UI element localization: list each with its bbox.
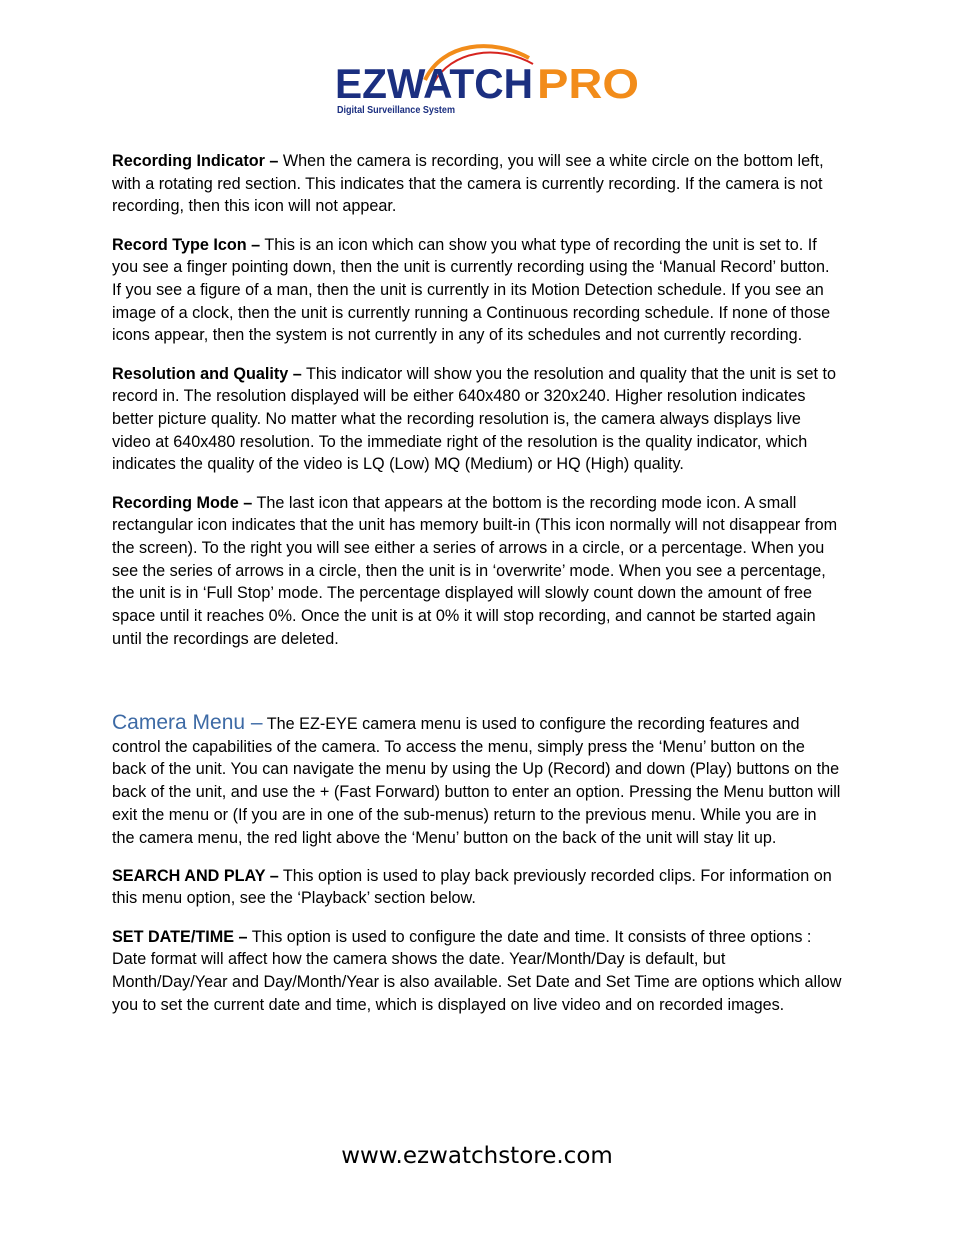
paragraph-text: When the camera is recording, you will see a white circle on the bottom left, with a rotating red section. This indicates that the camera is currently recording. If the camera is not recording, then this icon will not appear. — [112, 152, 824, 216]
ezwatch-pro-logo — [333, 40, 643, 120]
resolution-quality-paragraph — [112, 363, 842, 477]
record-type-icon-paragraph — [112, 234, 842, 348]
paragraph-text: This is an icon which can show you what type of recording the unit is set to. If you see a finger pointing down, then the unit is currently recording using the ‘Manual Record’ button. If you see a figure of a man, then the unit is currently in its Motion Detection schedule. If you see an image of a clock, then the unit is currently running a Continuous recording schedule. If none of those icons appear, then the system is not currently in any of its schedules and not currently recording. — [112, 235, 831, 345]
paragraph-text: This indicator will show you the resolution and quality that the unit is set to record in. The resolution displayed will be either 640x480 or 320x240. Higher resolution indicates better picture quality. No matter what the recording resolution is, the camera always displays live video at 640x480 resolution. To the immediate right of the resolution is the quality indicator, which indicates the quality of the video is LQ (Low) MQ (Medium) or HQ (High) quality. — [112, 364, 836, 474]
logo-brand-left: EZWATCH — [335, 60, 533, 107]
paragraph-label: Recording Mode – — [112, 493, 253, 512]
paragraph-text: The last icon that appears at the bottom is the recording mode icon. A small rectangular icon indicates that the unit has memory built-in (This icon normally will not disappear from the screen). To the right you will see either a series of arrows in a circle, or a percentage. When you see the series of arrows in a circle, then the unit is in ‘overwrite’ mode. When you see a percentage, the unit is in ‘Full Stop’ mode. The percentage displayed will slowly count down the amount of free space until it reaches 0%. Once the unit is at 0% it will stop recording, and cannot be started again until the recordings are deleted. — [112, 493, 838, 648]
camera-menu-paragraph — [112, 712, 842, 849]
paragraph-label: SEARCH AND PLAY – — [112, 866, 279, 885]
recording-indicator-paragraph — [112, 150, 842, 218]
logo-brand-right: PRO — [537, 60, 639, 107]
set-date-time-paragraph — [112, 926, 842, 1017]
camera-menu-heading: Camera Menu – — [112, 711, 263, 735]
footer-url[interactable]: www.ezwatchstore.com — [341, 1143, 613, 1169]
paragraph-text: The EZ-EYE camera menu is used to configure the recording features and control the capabilities of the camera. To access the menu, simply press the ‘Menu’ button on the back of the unit. You can navigate the menu by using the Up (Record) and down (Play) buttons on the back of the unit, and use the + (Fast Forward) button to enter an option. Pressing the Menu button will exit the menu or (If you are in one of the sub-menus) return to the previous menu. While you are in the camera menu, the red light above the ‘Menu’ button on the back of the unit will stay lit up. — [112, 715, 841, 847]
document-body — [112, 150, 842, 1032]
paragraph-label: Record Type Icon – — [112, 235, 261, 254]
paragraph-text: This option is used to configure the date and time. It consists of three options : Date format will affect how the camera shows the date. Year/Month/Day is default, but Month/Day/Year and Day/Month/Year is also available. Set Date and Set Time are options which allow you to set the current date and time, which is displayed on live video and on recorded images. — [112, 927, 842, 1014]
logo-tagline: Digital Surveillance System — [337, 105, 456, 116]
recording-mode-paragraph — [112, 492, 842, 651]
search-and-play-paragraph — [112, 865, 842, 910]
paragraph-label: Resolution and Quality – — [112, 364, 302, 383]
paragraph-text: This option is used to play back previously recorded clips. For information on this menu option, see the ‘Playback’ section below. — [112, 866, 832, 908]
paragraph-label: SET DATE/TIME – — [112, 927, 248, 946]
paragraph-label: Recording Indicator – — [112, 152, 279, 170]
